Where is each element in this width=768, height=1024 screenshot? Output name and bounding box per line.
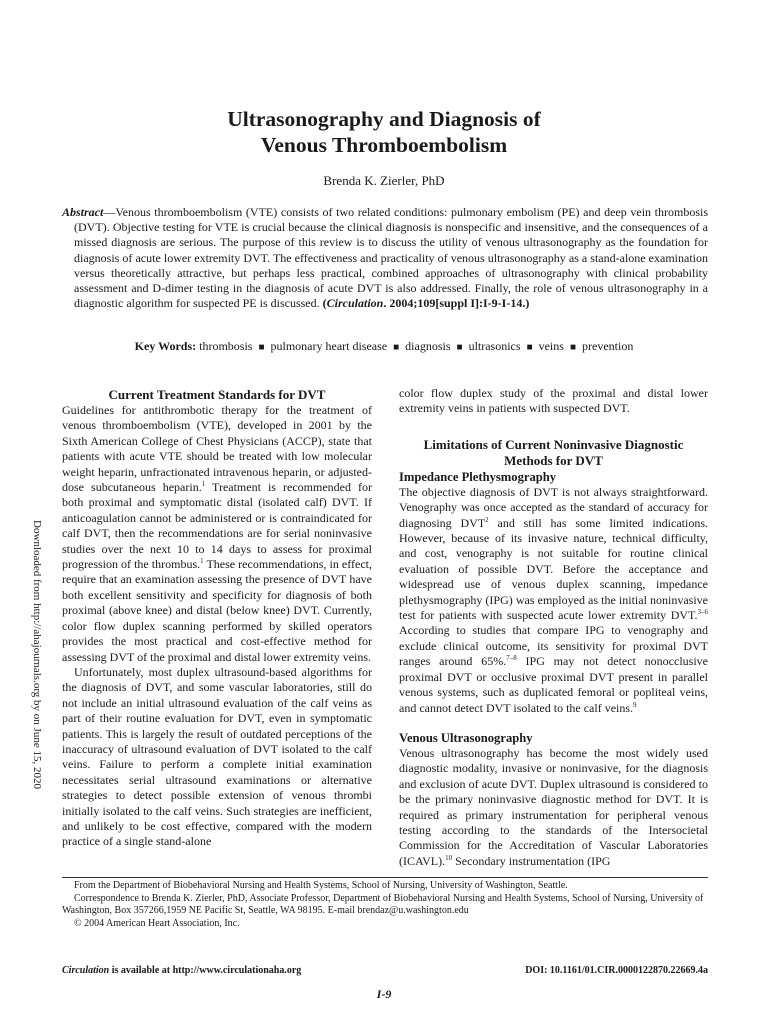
paragraph: Unfortunately, most duplex ultrasound-based algorithms for the diagnosis of DVT, and some vascular laboratories, still do not include an initial ultrasound evaluation of the calf veins as part of their routine evaluation for DVT, even in symptomatic patients. This is largely the result of outdated perceptions of the inaccuracy of ultrasound evaluation of DVT isolated to the calf veins. Failure to perform a complete initial examination necessitates serial ultrasound examinations or alternative strategies to detect possible extension of venous thrombi initially isolated to the calf veins. Such strategies are inefficient, and unlikely to be cost effective, compared with the modern practice of a single stand-alone [62,664,372,849]
reference-marker: 1 [201,480,206,489]
abstract-label: Abstract [62,205,104,219]
keywords-label: Key Words: [134,339,197,353]
right-column [399,386,708,869]
keyword-separator-icon: ■ [258,342,265,353]
paragraph: color flow duplex study of the proximal and distal lower extremity veins in patients with suspected DVT. [399,386,708,416]
author-name: Brenda K. Zierler, PhD [323,173,445,188]
page-number: I-9 [376,987,392,1001]
keyword: veins [538,339,564,353]
keyword-separator-icon: ■ [569,342,576,353]
journal-availability [62,965,301,976]
subheading-venous-ultrasonography: Venous Ultrasonography [399,730,533,745]
citation-open-paren: ( [322,296,327,311]
paragraph [62,403,372,665]
text-run: Secondary instrumentation (IPG [452,853,611,868]
download-note: Downloaded from http://ahajournals.org by on June 15, 2020 [31,520,43,789]
keywords [0,339,768,354]
reference-marker: 2 [485,515,489,524]
subheading-impedance-plethysmography: Impedance Plethysmography [399,469,557,484]
section-heading-limitations: Limitations of Current Noninvasive Diagnostic Methods for DVT [423,436,684,468]
correspondence-note: Correspondence to Brenda K. Zierler, PhD, Associate Professor, Department of Biobehavioral Nursing and Health Systems, School of Nursing, University of Washington, Box 357266,1959 NE Pacific St, Seattle, WA 98195. E-mail brendaz@u.washington.edu [62,892,704,917]
reference-marker: 10 [445,853,453,862]
citation-details: . 2004;109[suppl I]:I-9-I-14.) [383,296,530,311]
text-run: and still has some limited indications. However, because of its invasive nature, technical difficulty, and cost, venography is not suitable for routine clinical evaluation of possible DVT. Before the acceptance and widespread use of venous duplex scanning, impedance plethysmography (IPG) was employed as the initial noninvasive test for patients with suspected acute lower extremity DVT. [399,515,709,623]
keyword-separator-icon: ■ [393,342,400,353]
abstract-text: Venous thromboembolism (VTE) consists of two related conditions: pulmonary embolism (PE) and deep vein thrombosis (DVT). Objective testing for VTE is crucial because the clinical diagnosis is nonspecific and insensitive, and the consequences of a missed diagnosis are serious. The purpose of this review is to discuss the utility of venous ultrasonography as the foundation for diagnosis of acute lower extremity DVT. The effectiveness and practicality of venous ultrasonography as a stand-alone examination versus theoretically attractive, but perhaps less practical, combined approaches of ultrasonography with clinical probability assessment and D-dimer testing in the diagnosis of acute DVT is also addressed. Finally, the role of venous ultrasonography in a diagnostic algorithm for suspected PE is discussed. [74,205,708,311]
keyword-separator-icon: ■ [526,342,533,353]
keyword: thrombosis [199,339,253,353]
section-heading-treatment-standards: Current Treatment Standards for DVT [108,387,326,402]
title-line-1: Ultrasonography and Diagnosis of [227,107,541,131]
text-run: IPG may not detect nonocclusive proximal DVT or occlusive proximal DVT present in parallel venous systems, such as duplicated femoral or popliteal veins, and cannot detect DVT isolated to the calf veins. [399,654,709,715]
keyword: diagnosis [405,339,451,353]
left-column [62,387,372,850]
text-run: According to studies that compare IPG to venography and exclude clinical outcome, its sensitivity for proximal DVT ranges around 65%. [399,623,708,669]
keyword: ultrasonics [468,339,521,353]
citation-journal: Circulation [326,296,384,311]
text-run: Treatment is recommended for both proximal and symptomatic distal (isolated calf) DVT. If anticoagulation cannot be administered or is contraindicated for calf DVT, then the recommendations are for serial noninvasive studies over the next 10 to 14 days to assess for proximal progression of the thrombus. [62,480,372,572]
abstract-dash: — [103,205,116,219]
affiliation-note: From the Department of Biobehavioral Nursing and Health Systems, School of Nursing, University of Washington, Seattle. [74,880,568,891]
title-line-2: Venous Thromboembolism [260,133,508,157]
reference-marker: 1 [200,557,204,566]
download-watermark [31,520,50,789]
keyword: pulmonary heart disease [270,339,388,353]
keyword: prevention [582,339,634,353]
doi: DOI: 10.1161/01.CIR.0000122870.22669.4a [525,965,708,976]
reference-marker: 9 [633,700,637,709]
text-run: Guidelines for antithrombotic therapy for the treatment of venous thromboembolism (VTE), developed in 2001 by the Sixth American College of Chest Physicians (ACCP), state that patients with acute VTE should be treated with low molecular weight heparin, unfractionated intravenous heparin, or adjusted-dose subcutaneous heparin. [62,403,372,495]
text-run: These recommendations, in effect, require that an examination assessing the presence of DVT have both excellent sensitivity and specificity for diagnosis of both proximal (above knee) and distal (below knee) DVT. Currently, color flow duplex scanning performed by skilled operators provides the most practical and cost-effective method for assessing DVT of the proximal and distal lower extremity veins. [62,557,373,664]
paragraph [399,746,708,869]
reference-marker: 3–6 [697,608,708,617]
footnotes [62,880,708,930]
keyword-separator-icon: ■ [456,342,463,353]
text-run: Venous ultrasonography has become the most widely used diagnostic modality, invasive or noninvasive, for the diagnosis and exclusion of acute DVT. Duplex ultrasound is considered to be the primary noninvasive diagnostic method for DVT. It is required as primary instrumentation for peripheral venous testing according to the standards of the Intersocietal Commission for the Accreditation of Vascular Laboratories (ICAVL). [399,745,708,868]
copyright-note: © 2004 American Heart Association, Inc. [74,917,240,929]
footer-journal-name: Circulation [62,965,110,976]
text-run: The objective diagnosis of DVT is not always straightforward. Venography was once accepted as the standard of accuracy for diagnosing DVT [399,484,708,530]
abstract-citation [323,296,530,310]
footnote-divider [62,877,708,878]
paragraph [399,485,708,716]
footer-availability-text: is available at http://www.circulationaha.org [109,965,302,976]
reference-marker: 7–8 [506,654,517,663]
abstract [62,205,708,311]
article-title [0,106,768,158]
